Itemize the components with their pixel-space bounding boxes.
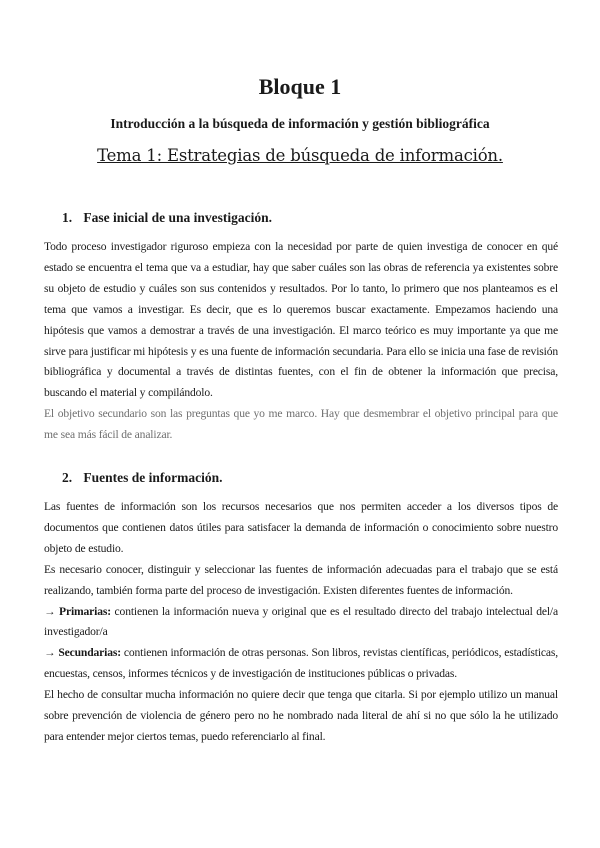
section-1-body <box>44 237 558 446</box>
section-2-paragraph-intro: Las fuentes de información son los recursos necesarios que nos permiten acceder a los diversos tipos de documentos que contienen datos útiles para satisfacer la demanda de información o conocimiento sobre nuestro objeto de estudio. <box>44 500 558 555</box>
section-2-paragraph-citation: El hecho de consultar mucha información no quiere decir que tenga que citarla. Si por ejemplo utilizo un manual sobre prevención de violencia de género pero no he nombrado nada literal de ahí si no que sólo la he utilizado para entender mejor ciertos temas, puedo referenciarlo al final. <box>44 688 558 743</box>
primary-sources-item <box>44 602 558 644</box>
section-2-heading <box>62 469 562 487</box>
primary-description: contienen la información nueva y original que es el resultado directo del trabajo intelectual del/a investigador/a <box>44 604 559 639</box>
page-title: Bloque 1 <box>258 74 342 99</box>
section-1-title: Fase inicial de una investigación. <box>83 210 273 225</box>
page-subtitle: Introducción a la búsqueda de información y gestión bibliográfica <box>110 116 490 131</box>
section-1-note: El objetivo secundario son las preguntas que yo me marco. Hay que desmembrar el objetivo principal para que me sea más fácil de analizar. <box>44 407 558 442</box>
section-1-heading <box>62 209 562 227</box>
section-1-paragraph: Todo proceso investigador riguroso empieza con la necesidad por parte de quien investiga de conocer en qué estado se encuentra el tema que va a estudiar, hay que saber cuáles son las obras de referencia ya existentes sobre su objeto de estudio y cuáles son sus contenidos y resultados. Por lo tanto, lo primero que nos planteamos es el tema que vamos a investigar. Es decir, que es lo queremos buscar exactamente. Empezamos haciendo una hipótesis que vamos a demostrar a través de una investigación. El marco teórico es muy importante ya que me sirve para justificar mi hipótesis y es una fuente de información secundaria. Para ello se inicia una fase de revisión bibliográfica y documental a través de distintas fuentes, con el fin de obtener la información que precisa, buscando el material y compilándolo. <box>44 240 558 400</box>
secondary-description: contienen información de otras personas. Son libros, revistas científicas, periódicos, estadísticas, encuestas, censos, informes técnicos y de investigación de instituciones públicas o privadas. <box>44 646 558 681</box>
secondary-term: Secundarias: <box>58 646 121 660</box>
section-2-paragraph-sources: Es necesario conocer, distinguir y seleccionar las fuentes de información adecuadas para el trabajo que se está realizando, también forma parte del proceso de investigación. Existen diferentes fuentes de información. <box>44 562 558 597</box>
section-2-body <box>44 497 558 748</box>
primary-term: Primarias: <box>59 604 111 618</box>
section-2-number: 2. <box>62 470 73 485</box>
secondary-sources-item <box>44 643 558 685</box>
topic-heading: Tema 1: Estrategias de búsqueda de información. <box>97 146 503 165</box>
section-1-number: 1. <box>62 210 73 225</box>
arrow-right-icon: → <box>44 604 56 618</box>
arrow-right-icon: → <box>44 646 56 660</box>
section-2-title: Fuentes de información. <box>83 470 223 485</box>
